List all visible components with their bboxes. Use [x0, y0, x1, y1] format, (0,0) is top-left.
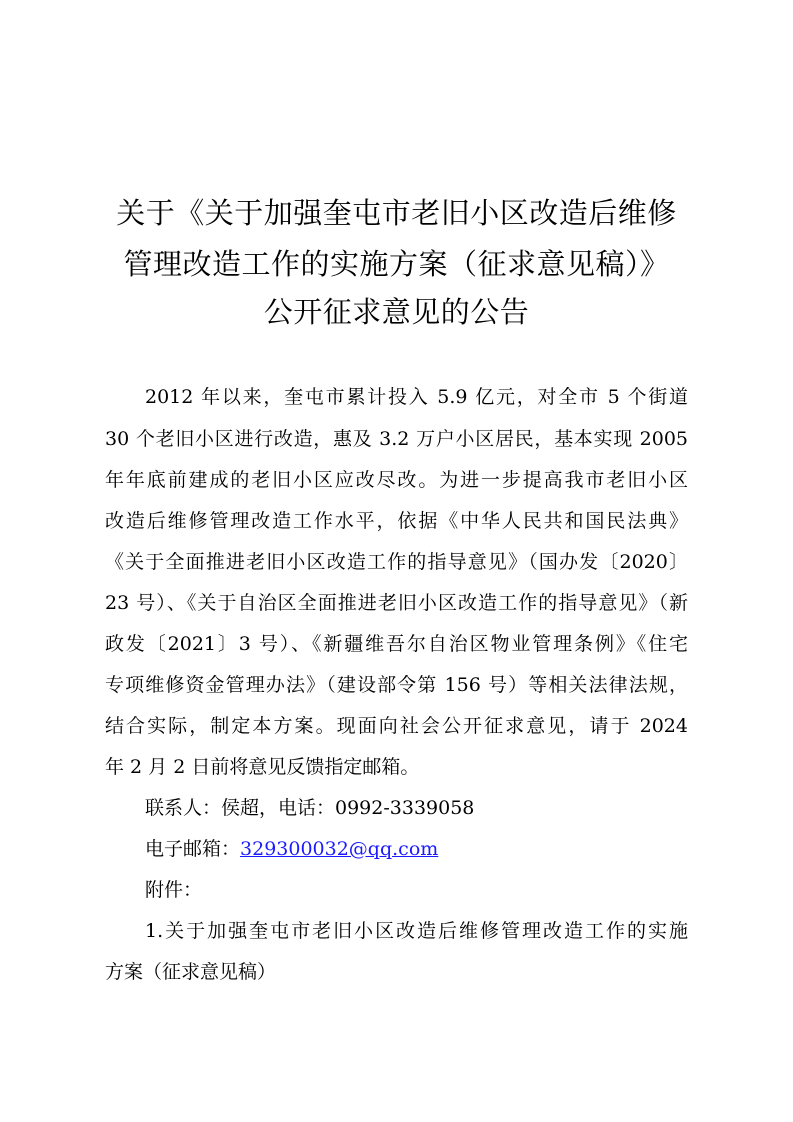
- paragraph-line: 2012 年以来，奎屯市累计投入 5.9 亿元，对全市 5 个街道: [145, 386, 688, 408]
- paragraph-line: 专项维修资金管理办法》（建设部令第 156 号）等相关法律法规，: [105, 674, 688, 696]
- paragraph-line: 政发〔2021〕3 号）、《新疆维吾尔自治区物业管理条例》《住宅: [105, 633, 688, 655]
- paragraph-line: 年 2 月 2 日前将意见反馈指定邮箱。: [105, 756, 420, 778]
- paragraph-line: 23 号）、《关于自治区全面推进老旧小区改造工作的指导意见》（新: [105, 592, 688, 614]
- title-line-3: 公开征求意见的公告: [263, 295, 530, 329]
- email-label: 电子邮箱：: [145, 838, 241, 860]
- attachment-label: 附件：: [145, 879, 203, 901]
- paragraph-line: 改造后维修管理改造工作水平，依据《中华人民共和国民法典》: [105, 510, 688, 532]
- paragraph-line: 《关于全面推进老旧小区改造工作的指导意见》（国办发〔2020〕: [105, 551, 688, 573]
- paragraph-line: 年年底前建成的老旧小区应改尽改。为进一步提高我市老旧小区: [105, 469, 688, 491]
- email-line: [145, 836, 688, 862]
- attachment-item-line: 方案（征求意见稿）: [105, 961, 277, 983]
- title-line-2: 管理改造工作的实施方案（征求意见稿）》: [123, 247, 670, 281]
- attachment-item-line: 1.关于加强奎屯市老旧小区改造后维修管理改造工作的实施: [145, 920, 688, 942]
- contact-line: 联系人：侯超，电话：0992-3339058: [145, 797, 475, 819]
- paragraph-line: 30 个老旧小区进行改造，惠及 3.2 万户小区居民，基本实现 2005: [105, 428, 688, 450]
- paragraph-line: 结合实际，制定本方案。现面向社会公开征求意见，请于 2024: [105, 715, 688, 737]
- email-link[interactable]: 329300032@qq.com: [240, 838, 439, 860]
- title-line-1: 关于《关于加强奎屯市老旧小区改造后维修: [116, 196, 677, 230]
